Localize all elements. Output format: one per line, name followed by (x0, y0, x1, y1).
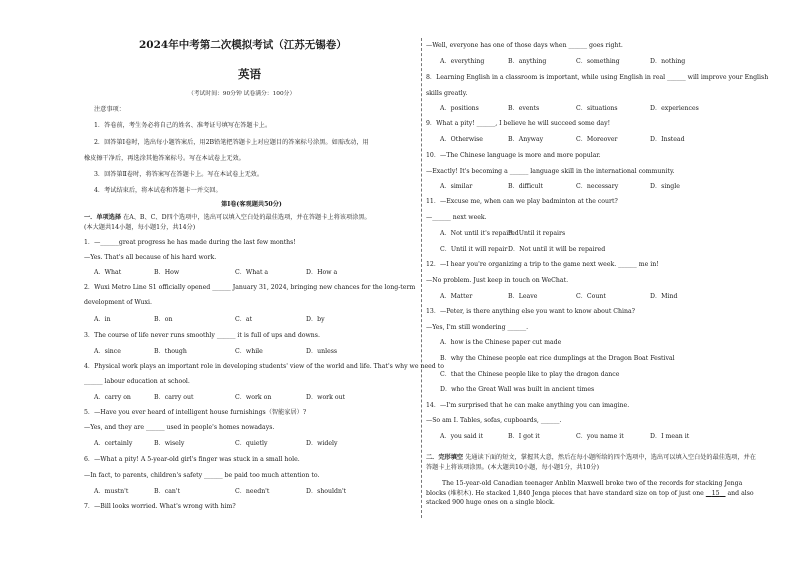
option-a: A．in (94, 316, 111, 323)
option-c: C．needn't (235, 488, 270, 495)
part-two-title: 二．完形填空 (426, 454, 464, 461)
option-c: C．quietly (235, 440, 268, 447)
option-b: B．why the Chinese people eat rice dumplings at the Dragon Boat Festival (440, 355, 675, 362)
question-stem: —Yes, and they are ______ used in people's homes nowadays. (84, 424, 275, 431)
passage-text-end: and also stacked 900 huge ones on a single block. (426, 489, 754, 507)
option-d: D．who the Great Wall was built in ancient times (440, 386, 595, 393)
note-item: 3．回答第Ⅱ卷时，将答案写在答题卡上。写在本试卷上无效。 (94, 171, 264, 178)
subject-title: 英语 (238, 67, 261, 81)
option-d: D．Not until it will be repaired (508, 246, 606, 253)
question-stem: 9．What a pity! ______, I believe he will succeed some day! (426, 120, 611, 127)
notes-heading: 注意事项： (94, 106, 125, 113)
question-stem: —No problem. Just keep in touch on WeChat. (426, 277, 569, 284)
part-two-desc: 先通读下面的短文，掌握其大意，然后在每小题所给的四个选项中，选出可以填入空白处的最佳选项，并在答题卡上将该项涂黑。(本大题共10小题，每小题1分，共10分) (426, 454, 756, 471)
question-stem: —In fact, to parents, children's safety ______ be paid too much attention to. (84, 472, 320, 479)
option-d: D．widely (306, 440, 338, 447)
question-stem: —Well, everyone has one of those days when ______ goes right. (426, 42, 623, 49)
option-d: D．by (306, 316, 325, 323)
column-divider (421, 38, 422, 518)
question-stem: 7．—Bill looks worried. What's wrong with him? (84, 503, 236, 510)
option-b: B．Until it repairs (508, 230, 566, 237)
option-d: D．Instead (650, 136, 685, 143)
exam-title: 2024年中考第二次模拟考试（江苏无锡卷） (139, 39, 347, 51)
option-a: A．Matter (440, 293, 473, 300)
option-d: D．I mean it (650, 433, 690, 440)
option-b: B．wisely (154, 440, 185, 447)
question-stem: 13．—Peter, is there anything else you want to know about China? (426, 308, 635, 315)
question-stem: 14．—I'm surprised that he can make anything you can imagine. (426, 402, 630, 409)
option-a: A．similar (440, 183, 473, 190)
option-b: B．Anyway (508, 136, 544, 143)
question-stem: 4．Physical work plays an important role in developing students' view of the world and life. That's why we need to (84, 363, 444, 370)
part-one-instructions (84, 215, 371, 221)
option-c: C．something (576, 58, 620, 65)
question-stem: —Exactly! It's becoming a ______ language skill in the international community. (426, 168, 675, 175)
exam-info: （考试时间：90分钟 试卷满分：100分） (188, 91, 296, 97)
option-a: A．everything (440, 58, 485, 65)
question-stem: —Yes. That's all because of his hard work. (84, 254, 217, 261)
option-d: D．nothing (650, 58, 686, 65)
part-one-desc: 在A、B、C、D四个选项中，选出可以填入空白处的最佳选项，并在答题卡上将该项涂黑。 (123, 214, 371, 221)
option-c: C．Until it will repair (440, 246, 508, 253)
option-a: A．What (94, 269, 122, 276)
option-b: B．carry out (154, 394, 194, 401)
option-d: D．experiences (650, 105, 699, 112)
section-one-heading: 第Ⅰ卷(客观题共50分) (221, 201, 282, 208)
question-stem: 1．—______great progress he has made during the last few months! (84, 239, 296, 246)
question-stem: 11．—Excuse me, when can we play badminton at the court? (426, 198, 618, 205)
option-a: A．Otherwise (440, 136, 483, 143)
option-a: A．certainly (94, 440, 133, 447)
option-c: C．necessary (576, 183, 619, 190)
option-b: B．difficult (508, 183, 543, 190)
option-c: C．What a (235, 269, 269, 276)
note-item: 橡皮擦干净后，再选涂其他答案标号。写在本试卷上无效。 (84, 155, 245, 162)
question-stem: 10．—The Chinese language is more and more popular. (426, 152, 601, 159)
blank-15 (706, 490, 726, 497)
option-a: A．since (94, 348, 121, 355)
option-a: A．positions (440, 105, 479, 112)
option-c: C．Count (576, 293, 606, 300)
part-one-desc-2: (本大题共14小题，每小题1分，共14分) (84, 224, 196, 231)
option-a: A．Not until it's repaired (440, 230, 519, 237)
question-stem: 12．—I hear you're organizing a trip to the game next week. ______ me in! (426, 261, 659, 268)
option-c: C．that the Chinese people like to play the dragon dance (440, 371, 620, 378)
question-stem: 8．Learning English in a classroom is important, while using English in real ______ will improve your English (426, 74, 769, 81)
note-item: 2．回答第Ⅰ卷时，选出每小题答案后，用2B铅笔把答题卡上对应题目的答案标号涂黑。如需改动，用 (94, 139, 369, 146)
option-c: C．you name it (576, 433, 624, 440)
option-a: A．how is the Chinese paper cut made (440, 339, 562, 346)
option-c: C．Moreover (576, 136, 618, 143)
option-c: C．work on (235, 394, 272, 401)
passage-text: The 15-year-old Canadian teenager Anblin Maxwell broke two of the records for stacking Jenga blocks (堆积木). He stacked 1,840 Jenga pieces that have standard size on top of just one (426, 480, 743, 497)
question-stem: 6．—What a pity! A 5-year-old girl's finger was stuck in a small hole. (84, 456, 300, 463)
question-stem: development of Wuxi. (84, 299, 152, 306)
question-stem: skills greatly. (426, 90, 468, 97)
option-d: D．unless (306, 348, 338, 355)
option-b: B．can't (154, 488, 181, 495)
question-stem: —So am I. Tables, sofas, cupboards, ______. (426, 417, 562, 424)
question-stem: 2．Wuxi Metro Line S1 officially opened ______ January 31, 2024, bringing new chances for the long-term (84, 284, 416, 291)
option-b: B．I got it (508, 433, 540, 440)
option-b: B．though (154, 348, 187, 355)
option-b: B．events (508, 105, 540, 112)
option-d: D．single (650, 183, 680, 190)
option-b: B．Leave (508, 293, 538, 300)
question-stem: ______ labour education at school. (84, 378, 190, 385)
question-stem: 3．The course of life never runs smoothly ______ it is full of ups and downs. (84, 332, 320, 339)
note-item: 4．考试结束后，将本试卷和答题卡一并交回。 (94, 187, 222, 194)
note-item: 1．答卷前，考生务必将自己的姓名、准考证号填写在答题卡上。 (94, 122, 272, 129)
option-b: B．How (154, 269, 180, 276)
part-one-title: 一．单项选择 (84, 214, 122, 221)
blank-number: 15 (711, 489, 720, 497)
question-stem: 5．—Have you ever heard of intelligent house furnishings（智能家居）? (84, 409, 307, 416)
part-two-instructions (426, 453, 758, 472)
option-b: B．anything (508, 58, 547, 65)
option-d: D．work out (306, 394, 346, 401)
option-b: B．on (154, 316, 173, 323)
option-c: C．at (235, 316, 253, 323)
passage (426, 479, 758, 508)
option-d: D．shouldn't (306, 488, 347, 495)
option-d: D．How a (306, 269, 338, 276)
question-stem: —Yes, I'm still wondering ______. (426, 324, 529, 331)
option-d: D．Mind (650, 293, 678, 300)
option-a: A．mustn't (94, 488, 129, 495)
option-a: A．carry on (94, 394, 131, 401)
option-a: A．you said it (440, 433, 484, 440)
option-c: C．while (235, 348, 263, 355)
option-c: C．situations (576, 105, 618, 112)
question-stem: —______ next week. (426, 214, 487, 221)
